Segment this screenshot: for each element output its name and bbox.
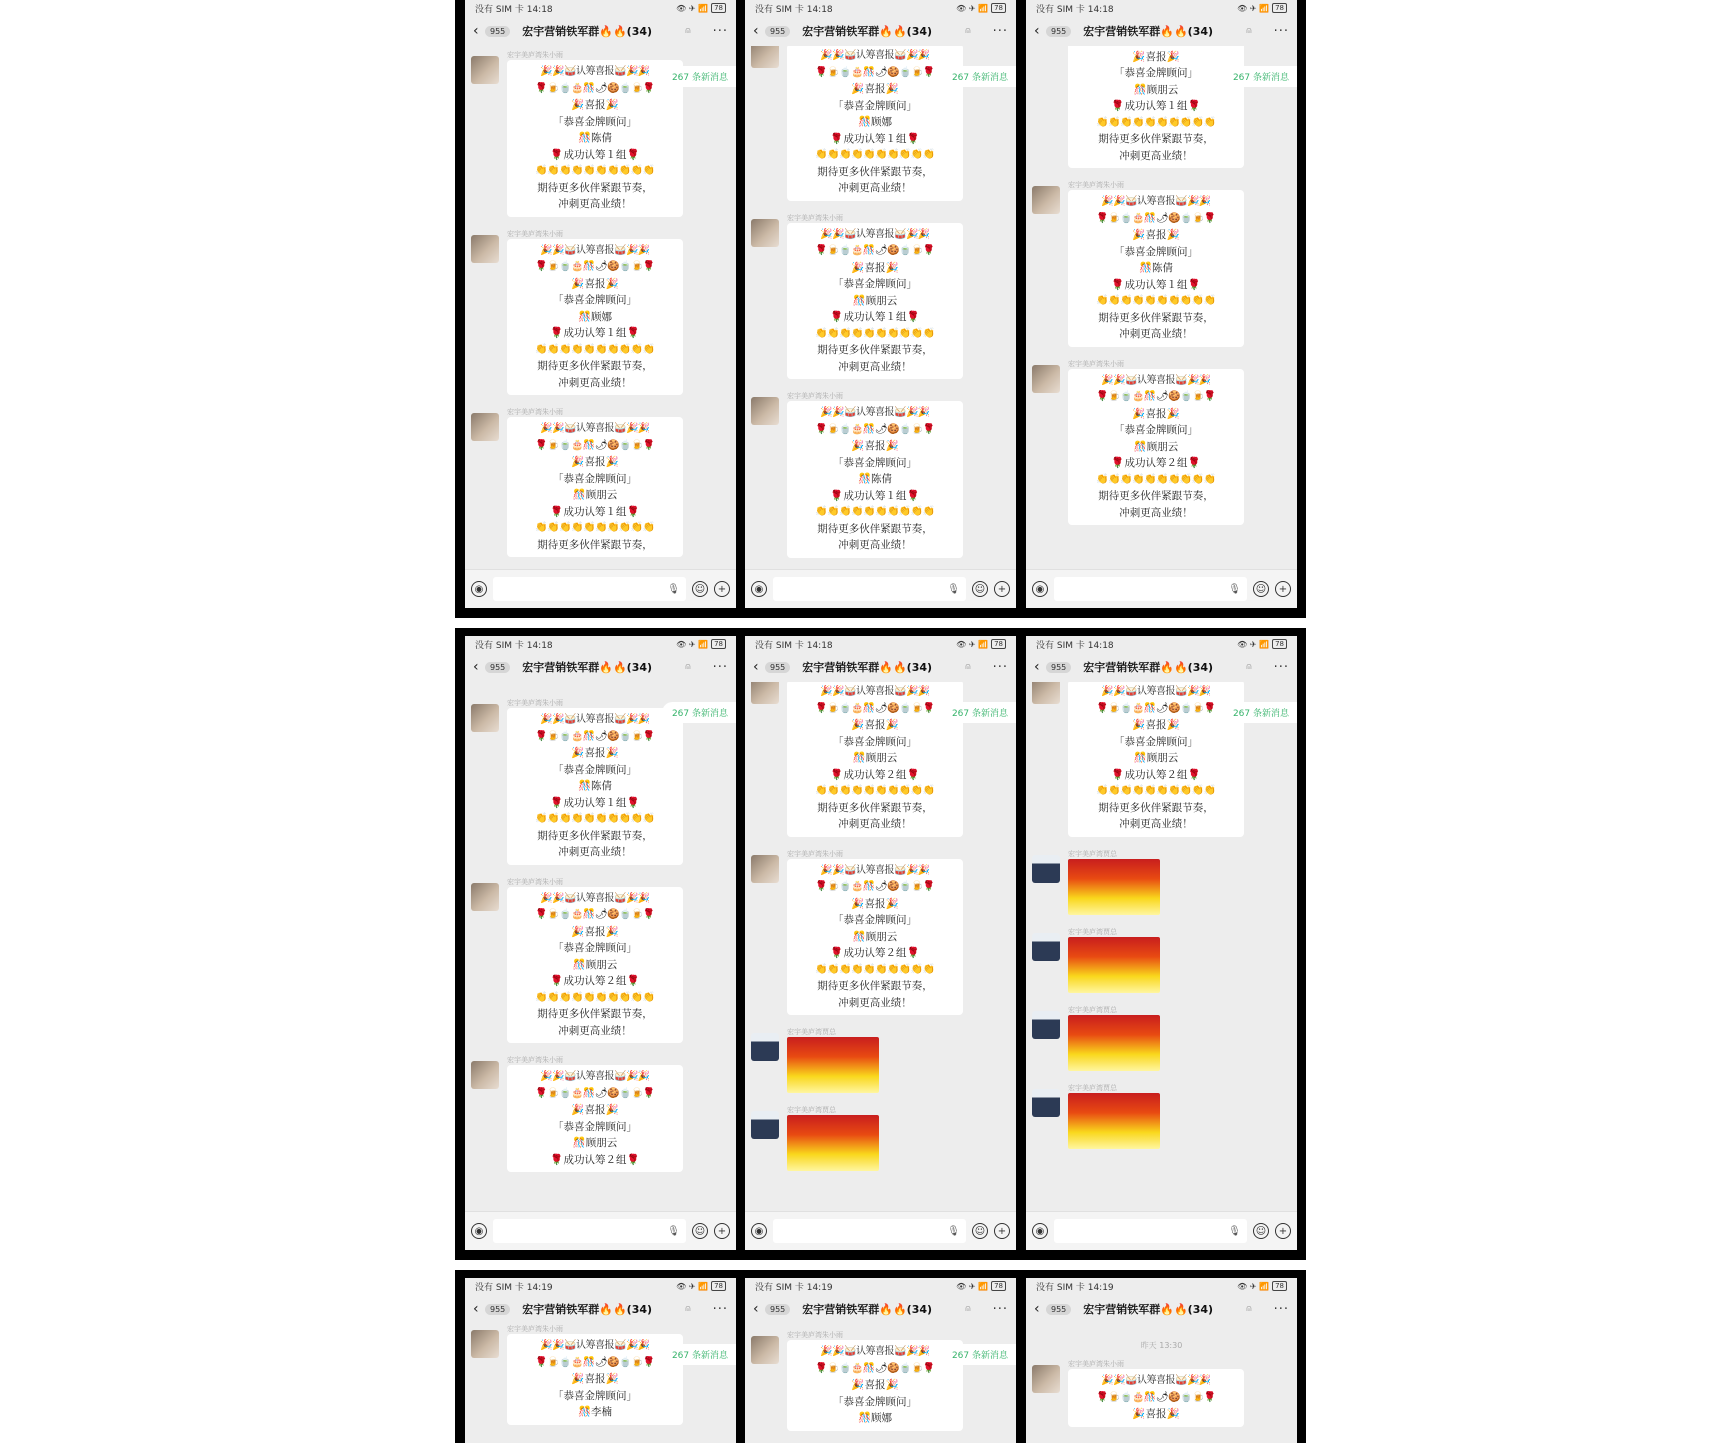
mic-icon[interactable]: 🎙 (947, 1225, 960, 1237)
firecracker-sticker[interactable] (1068, 1093, 1160, 1149)
message-input[interactable] (493, 577, 686, 601)
more-icon[interactable]: ··· (712, 1301, 728, 1317)
battery-icon: 78 (711, 1281, 726, 1291)
battery-icon: 78 (711, 3, 726, 13)
message (1032, 849, 1297, 915)
avatar[interactable] (1032, 855, 1060, 883)
input-bar (465, 1211, 736, 1250)
message (751, 1027, 1016, 1093)
message-bubble[interactable]: 🎉🎉🥁认筹喜报🥁🎉🎉 🌹🍺🍵🎂🎊🌶🍪🍵🍺🌹 🎉喜报🎉 「恭喜金牌顾问」 🎊顾朋云 🌹成功认筹２组🌹 👏👏👏👏👏👏👏👏👏👏 期待更多伙伴紧跟节奏， 冲刺更高业绩！ (1068, 369, 1244, 526)
battery-icon: 78 (711, 639, 726, 649)
voice-icon[interactable]: ◉ (1032, 581, 1048, 597)
input-bar (745, 1211, 1016, 1250)
emoji-icon[interactable]: ☺ (972, 581, 988, 597)
sender-name: 宏宇美庐湾贾总 (787, 1106, 836, 1114)
emoji-icon[interactable]: ☺ (1253, 581, 1269, 597)
message-bubble[interactable]: 🎉🎉🥁认筹喜报🥁🎉🎉 🌹🍺🍵🎂🎊🌶🍪🍵🍺🌹 🎉喜报🎉 「恭喜金牌顾问」 🎊陈倩 🌹成功认筹１组🌹 👏👏👏👏👏👏👏👏👏👏 期待更多伙伴紧跟节奏， 冲刺更高业绩！ (507, 60, 683, 217)
mute-icon: ⍝ (685, 1304, 691, 1314)
battery-icon: 78 (991, 3, 1006, 13)
sender-name: 宏宇美庐湾朱小雨 (507, 408, 563, 416)
mic-icon[interactable]: 🎙 (1228, 1225, 1241, 1237)
sender-name: 宏宇美庐湾朱小雨 (507, 229, 563, 238)
input-bar (1026, 569, 1297, 608)
status-icons: 👁 ✈ 📶 78 (956, 3, 1006, 13)
sender-name: 宏宇美庐湾朱小雨 (507, 1325, 563, 1333)
message-bubble[interactable]: 🎉🎉🥁认筹喜报🥁🎉🎉 🌹🍺🍵🎂🎊🌶🍪🍵🍺🌹 🎉喜报🎉 「恭喜金牌顾问」 🎊顾朋云 🌹成功认筹１组🌹 👏👏👏👏👏👏👏👏👏👏 期待更多伙伴紧跟节奏， (507, 417, 683, 557)
phone-screen (745, 0, 1016, 608)
sender-name: 宏宇美庐湾朱小雨 (787, 392, 843, 400)
message (1032, 927, 1297, 993)
message (1032, 1005, 1297, 1071)
screenshot-row-1 (455, 0, 1306, 618)
message (1032, 1359, 1297, 1427)
chat-title: 宏宇营销铁军群🔥🔥(34) (522, 661, 653, 674)
new-messages-pill[interactable]: 267 条新消息 (662, 1344, 736, 1365)
mute-icon: ⍝ (685, 662, 691, 672)
chat-title: 宏宇营销铁军群🔥🔥(34) (1083, 1303, 1214, 1316)
emoji-icon[interactable]: ☺ (1253, 1223, 1269, 1239)
status-bar: 没有 SIM 卡 14:18 👁 ✈ 📶 78 (465, 636, 736, 652)
status-bar: 没有 SIM 卡 14:18 👁 ✈ 📶 78 (465, 0, 736, 16)
more-icon[interactable]: ··· (1273, 1301, 1289, 1317)
avatar[interactable] (751, 682, 779, 704)
status-icons: 👁 ✈ 📶 78 (1237, 639, 1287, 649)
plus-icon[interactable]: + (1275, 581, 1291, 597)
message-bubble[interactable]: 🎉🎉🥁认筹喜报🥁🎉🎉 🌹🍺🍵🎂🎊🌶🍪🍵🍺🌹 🎉喜报🎉 「恭喜金牌顾问」 🎊陈倩 🌹成功认筹１组🌹 👏👏👏👏👏👏👏👏👏👏 期待更多伙伴紧跟节奏， 冲刺更高业绩！ (1068, 190, 1244, 347)
firecracker-sticker[interactable] (1068, 859, 1160, 915)
chat-header (465, 652, 736, 682)
more-icon[interactable]: ··· (1273, 23, 1289, 39)
battery-icon: 78 (991, 1281, 1006, 1291)
mute-icon: ⍝ (685, 26, 691, 36)
avatar[interactable] (751, 1336, 779, 1364)
message-bubble[interactable]: 🎉🎉🥁认筹喜报🥁🎉🎉 🌹🍺🍵🎂🎊🌶🍪🍵🍺🌹 🎉喜报🎉 「恭喜金牌顾问」 🎊顾朋云 🌹成功认筹１组🌹 👏👏👏👏👏👏👏👏👏👏 期待更多伙伴紧跟节奏， 冲刺更高业绩！ (787, 223, 963, 380)
message-bubble[interactable]: 🎉🎉🥁认筹喜报🥁🎉🎉 🌹🍺🍵🎂🎊🌶🍪🍵🍺🌹 🎉喜报🎉 「恭喜金牌顾问」 🎊陈倩 🌹成功认筹１组🌹 👏👏👏👏👏👏👏👏👏👏 期待更多伙伴紧跟节奏， 冲刺更高业绩！ (507, 708, 683, 865)
avatar[interactable] (471, 1330, 499, 1358)
status-icons: 👁 ✈ 📶 78 (956, 1281, 1006, 1291)
sender-name: 宏宇美庐湾贾总 (787, 1028, 836, 1036)
message-feed[interactable] (745, 682, 1016, 1212)
new-messages-pill[interactable]: 267 条新消息 (942, 702, 1016, 723)
sender-name: 宏宇美庐湾朱小雨 (1068, 181, 1124, 189)
battery-icon: 78 (1272, 639, 1287, 649)
back-icon[interactable]: ‹ (1034, 1301, 1040, 1317)
mic-icon[interactable]: 🎙 (947, 583, 960, 595)
new-messages-pill[interactable]: 267 条新消息 (942, 1344, 1016, 1365)
avatar[interactable] (471, 883, 499, 911)
more-icon[interactable]: ··· (712, 659, 728, 675)
voice-icon[interactable]: ◉ (471, 1223, 487, 1239)
message-feed[interactable] (1026, 682, 1297, 1212)
chat-title: 宏宇营销铁军群🔥🔥(34) (802, 25, 933, 38)
avatar[interactable] (471, 235, 499, 263)
chat-header (1026, 1294, 1297, 1324)
phone-screen (1026, 0, 1297, 608)
sender-name: 宏宇美庐湾朱小雨 (1068, 1360, 1124, 1368)
battery-icon: 78 (1272, 3, 1287, 13)
chat-header (745, 16, 1016, 46)
more-icon[interactable]: ··· (1273, 659, 1289, 675)
unread-badge[interactable]: 955 (1046, 26, 1071, 37)
sender-name: 宏宇美庐湾朱小雨 (507, 877, 563, 886)
message-bubble[interactable]: 🎉喜报🎉 「恭喜金牌顾问」 🎊顾朋云 🌹成功认筹１组🌹 👏👏👏👏👏👏👏👏👏👏 期待更多伙伴紧跟节奏， 冲刺更高业绩！ (1068, 46, 1244, 168)
back-icon[interactable]: ‹ (1034, 659, 1040, 675)
sender-name: 宏宇美庐湾朱小雨 (1068, 359, 1124, 368)
chat-header (745, 1294, 1016, 1324)
avatar[interactable] (471, 56, 499, 84)
mute-icon: ⍝ (965, 1304, 971, 1314)
avatar[interactable] (751, 46, 779, 68)
chat-header (1026, 652, 1297, 682)
input-bar (1026, 1211, 1297, 1250)
chat-title: 宏宇营销铁军群🔥🔥(34) (1083, 25, 1214, 38)
unread-badge[interactable]: 955 (1046, 662, 1071, 673)
unread-badge[interactable]: 955 (765, 1304, 790, 1315)
chat-title: 宏宇营销铁军群🔥🔥(34) (522, 1303, 653, 1316)
avatar[interactable] (751, 1033, 779, 1061)
message-feed[interactable] (465, 682, 736, 1212)
avatar[interactable] (1032, 1365, 1060, 1393)
message (471, 1055, 736, 1172)
firecracker-sticker[interactable] (1068, 1015, 1160, 1071)
message-bubble[interactable]: 🎉🎉🥁认筹喜报🥁🎉🎉 🌹🍺🍵🎂🎊🌶🍪🍵🍺🌹 🎉喜报🎉 「恭喜金牌顾问」 🎊顾朋云 🌹成功认筹２组🌹 (507, 1065, 683, 1172)
status-bar: 没有 SIM 卡 14:18 👁 ✈ 📶 78 (1026, 0, 1297, 16)
phone-screen (745, 1278, 1016, 1443)
chat-header (745, 652, 1016, 682)
plus-icon[interactable]: + (994, 1223, 1010, 1239)
input-bar (745, 569, 1016, 608)
chat-header (1026, 16, 1297, 46)
voice-icon[interactable]: ◉ (1032, 1223, 1048, 1239)
mute-icon: ⍝ (1246, 662, 1252, 672)
avatar[interactable] (751, 855, 779, 883)
emoji-icon[interactable]: ☺ (972, 1223, 988, 1239)
status-icons: 👁 ✈ 📶 78 (1237, 1281, 1287, 1291)
firecracker-sticker[interactable] (787, 1115, 879, 1171)
unread-badge[interactable]: 955 (485, 26, 510, 37)
message-feed[interactable] (745, 46, 1016, 570)
sender-name: 宏宇美庐湾朱小雨 (507, 699, 563, 707)
message-input[interactable] (773, 577, 966, 601)
message-input[interactable] (1054, 1219, 1247, 1243)
back-icon[interactable]: ‹ (473, 23, 479, 39)
screenshot-row-2 (455, 628, 1306, 1260)
sender-name: 宏宇美庐湾朱小雨 (507, 51, 563, 59)
new-messages-pill[interactable]: 267 条新消息 (662, 702, 736, 723)
plus-icon[interactable]: + (1275, 1223, 1291, 1239)
plus-icon[interactable]: + (714, 581, 730, 597)
more-icon[interactable]: ··· (992, 1301, 1008, 1317)
message (1032, 1083, 1297, 1149)
status-icons: 👁 ✈ 📶 78 (676, 3, 726, 13)
status-bar: 没有 SIM 卡 14:19 👁 ✈ 📶 78 (1026, 1278, 1297, 1294)
sender-name: 宏宇美庐湾朱小雨 (787, 213, 843, 222)
message-bubble[interactable]: 🎉🎉🥁认筹喜报🥁🎉🎉 🌹🍺🍵🎂🎊🌶🍪🍵🍺🌹 🎉喜报🎉 「恭喜金牌顾问」 🎊顾娜 (787, 1340, 963, 1431)
avatar[interactable] (1032, 365, 1060, 393)
message-input[interactable] (493, 1219, 686, 1243)
message (751, 391, 1016, 558)
phone-screen (465, 636, 736, 1250)
mute-icon: ⍝ (965, 26, 971, 36)
timestamp: 昨天 13:30 (1140, 1341, 1183, 1350)
message (751, 213, 1016, 380)
message-feed[interactable] (1026, 1324, 1297, 1443)
status-icons: 👁 ✈ 📶 78 (676, 1281, 726, 1291)
phone-screen (745, 636, 1016, 1250)
unread-badge[interactable]: 955 (485, 1304, 510, 1315)
battery-icon: 78 (1272, 1281, 1287, 1291)
input-bar (465, 569, 736, 608)
mute-icon: ⍝ (965, 662, 971, 672)
message (471, 407, 736, 557)
back-icon[interactable]: ‹ (473, 1301, 479, 1317)
emoji-icon[interactable]: ☺ (692, 581, 708, 597)
sender-name: 宏宇美庐湾贾总 (1068, 1005, 1117, 1014)
emoji-icon[interactable]: ☺ (692, 1223, 708, 1239)
sender-name: 宏宇美庐湾朱小雨 (787, 849, 843, 858)
avatar[interactable] (751, 1111, 779, 1139)
back-icon[interactable]: ‹ (1034, 23, 1040, 39)
mic-icon[interactable]: 🎙 (667, 1225, 680, 1237)
sender-name: 宏宇美庐湾朱小雨 (507, 1056, 563, 1064)
avatar[interactable] (471, 1061, 499, 1089)
avatar[interactable] (1032, 1011, 1060, 1039)
message-input[interactable] (1054, 577, 1247, 601)
sender-name: 宏宇美庐湾贾总 (1068, 849, 1117, 858)
message-feed[interactable] (745, 1324, 1016, 1443)
unread-badge[interactable]: 955 (485, 662, 510, 673)
phone-screen (465, 1278, 736, 1443)
phone-screen (1026, 636, 1297, 1250)
avatar[interactable] (751, 219, 779, 247)
phone-screen (465, 0, 736, 608)
status-bar: 没有 SIM 卡 14:19 👁 ✈ 📶 78 (745, 1278, 1016, 1294)
more-icon[interactable]: ··· (992, 23, 1008, 39)
message (471, 229, 736, 396)
back-icon[interactable]: ‹ (473, 659, 479, 675)
message-feed[interactable] (465, 1324, 736, 1443)
message-bubble[interactable]: 🎉🎉🥁认筹喜报🥁🎉🎉 🌹🍺🍵🎂🎊🌶🍪🍵🍺🌹 🎉喜报🎉 「恭喜金牌顾问」 🎊顾朋云 🌹成功认筹２组🌹 👏👏👏👏👏👏👏👏👏👏 期待更多伙伴紧跟节奏， 冲刺更高业绩！ (787, 859, 963, 1016)
status-icons: 👁 ✈ 📶 78 (1237, 3, 1287, 13)
status-icons: 👁 ✈ 📶 78 (676, 639, 726, 649)
message-bubble[interactable]: 🎉🎉🥁认筹喜报🥁🎉🎉 🌹🍺🍵🎂🎊🌶🍪🍵🍺🌹 🎉喜报🎉 「恭喜金牌顾问」 🎊顾娜 🌹成功认筹１组🌹 👏👏👏👏👏👏👏👏👏👏 期待更多伙伴紧跟节奏， 冲刺更高业绩！ (787, 46, 963, 201)
more-icon[interactable]: ··· (712, 23, 728, 39)
mute-icon: ⍝ (1246, 26, 1252, 36)
unread-badge[interactable]: 955 (765, 26, 790, 37)
message (1032, 359, 1297, 526)
chat-title: 宏宇营销铁军群🔥🔥(34) (1083, 661, 1214, 674)
avatar[interactable] (751, 397, 779, 425)
message (1032, 46, 1297, 168)
mic-icon[interactable]: 🎙 (667, 583, 680, 595)
message-bubble[interactable]: 🎉🎉🥁认筹喜报🥁🎉🎉 🌹🍺🍵🎂🎊🌶🍪🍵🍺🌹 🎉喜报🎉 「恭喜金牌顾问」 🎊顾朋云 🌹成功认筹２组🌹 👏👏👏👏👏👏👏👏👏👏 期待更多伙伴紧跟节奏， 冲刺更高业绩！ (507, 887, 683, 1044)
back-icon[interactable]: ‹ (753, 23, 759, 39)
chat-header (465, 1294, 736, 1324)
message-feed[interactable] (1026, 46, 1297, 570)
more-icon[interactable]: ··· (992, 659, 1008, 675)
avatar[interactable] (1032, 1089, 1060, 1117)
screenshot-row-3 (455, 1270, 1306, 1443)
avatar[interactable] (471, 704, 499, 732)
new-messages-pill[interactable]: 267 条新消息 (942, 66, 1016, 87)
firecracker-sticker[interactable] (1068, 937, 1160, 993)
message-bubble[interactable]: 🎉🎉🥁认筹喜报🥁🎉🎉 🌹🍺🍵🎂🎊🌶🍪🍵🍺🌹 🎉喜报🎉 (1068, 1369, 1244, 1427)
message-bubble[interactable]: 🎉🎉🥁认筹喜报🥁🎉🎉 🌹🍺🍵🎂🎊🌶🍪🍵🍺🌹 🎉喜报🎉 「恭喜金牌顾问」 🎊顾朋云 🌹成功认筹２组🌹 👏👏👏👏👏👏👏👏👏👏 期待更多伙伴紧跟节奏， 冲刺更高业绩！ (1068, 682, 1244, 837)
message (1032, 180, 1297, 347)
voice-icon[interactable]: ◉ (751, 581, 767, 597)
avatar[interactable] (471, 413, 499, 441)
message-bubble[interactable]: 🎉🎉🥁认筹喜报🥁🎉🎉 🌹🍺🍵🎂🎊🌶🍪🍵🍺🌹 🎉喜报🎉 「恭喜金牌顾问」 🎊陈倩 🌹成功认筹１组🌹 👏👏👏👏👏👏👏👏👏👏 期待更多伙伴紧跟节奏， 冲刺更高业绩！ (787, 401, 963, 558)
mic-icon[interactable]: 🎙 (1228, 583, 1241, 595)
message (471, 1324, 736, 1425)
status-bar: 没有 SIM 卡 14:18 👁 ✈ 📶 78 (1026, 636, 1297, 652)
status-bar: 没有 SIM 卡 14:18 👁 ✈ 📶 78 (745, 0, 1016, 16)
message (751, 849, 1016, 1016)
message-bubble[interactable]: 🎉🎉🥁认筹喜报🥁🎉🎉 🌹🍺🍵🎂🎊🌶🍪🍵🍺🌹 🎉喜报🎉 「恭喜金牌顾问」 🎊李楠 (507, 1334, 683, 1425)
message-feed[interactable] (465, 46, 736, 570)
back-icon[interactable]: ‹ (753, 659, 759, 675)
new-messages-pill[interactable]: 267 条新消息 (662, 66, 736, 87)
chat-title: 宏宇营销铁军群🔥🔥(34) (522, 25, 653, 38)
unread-badge[interactable]: 955 (765, 662, 790, 673)
sender-name: 宏宇美庐湾贾总 (1068, 1083, 1117, 1092)
mute-icon: ⍝ (1246, 1304, 1252, 1314)
status-icons: 👁 ✈ 📶 78 (956, 639, 1006, 649)
sender-name: 宏宇美庐湾朱小雨 (787, 1331, 843, 1339)
chat-header (465, 16, 736, 46)
avatar[interactable] (1032, 682, 1060, 704)
message (471, 877, 736, 1044)
new-messages-pill[interactable]: 267 条新消息 (1223, 702, 1297, 723)
unread-badge[interactable]: 955 (1046, 1304, 1071, 1315)
message-input[interactable] (773, 1219, 966, 1243)
new-messages-pill[interactable]: 267 条新消息 (1223, 66, 1297, 87)
battery-icon: 78 (991, 639, 1006, 649)
plus-icon[interactable]: + (994, 581, 1010, 597)
phone-screen (1026, 1278, 1297, 1443)
firecracker-sticker[interactable] (787, 1037, 879, 1093)
sender-name: 宏宇美庐湾贾总 (1068, 927, 1117, 936)
avatar[interactable] (1032, 933, 1060, 961)
status-bar: 没有 SIM 卡 14:18 👁 ✈ 📶 78 (745, 636, 1016, 652)
chat-title: 宏宇营销铁军群🔥🔥(34) (802, 1303, 933, 1316)
plus-icon[interactable]: + (714, 1223, 730, 1239)
back-icon[interactable]: ‹ (753, 1301, 759, 1317)
status-bar: 没有 SIM 卡 14:19 👁 ✈ 📶 78 (465, 1278, 736, 1294)
message (751, 1105, 1016, 1171)
avatar[interactable] (1032, 186, 1060, 214)
voice-icon[interactable]: ◉ (751, 1223, 767, 1239)
voice-icon[interactable]: ◉ (471, 581, 487, 597)
message-bubble[interactable]: 🎉🎉🥁认筹喜报🥁🎉🎉 🌹🍺🍵🎂🎊🌶🍪🍵🍺🌹 🎉喜报🎉 「恭喜金牌顾问」 🎊顾朋云 🌹成功认筹２组🌹 👏👏👏👏👏👏👏👏👏👏 期待更多伙伴紧跟节奏， 冲刺更高业绩！ (787, 682, 963, 837)
chat-title: 宏宇营销铁军群🔥🔥(34) (802, 661, 933, 674)
message-bubble[interactable]: 🎉🎉🥁认筹喜报🥁🎉🎉 🌹🍺🍵🎂🎊🌶🍪🍵🍺🌹 🎉喜报🎉 「恭喜金牌顾问」 🎊顾娜 🌹成功认筹１组🌹 👏👏👏👏👏👏👏👏👏👏 期待更多伙伴紧跟节奏， 冲刺更高业绩！ (507, 239, 683, 396)
